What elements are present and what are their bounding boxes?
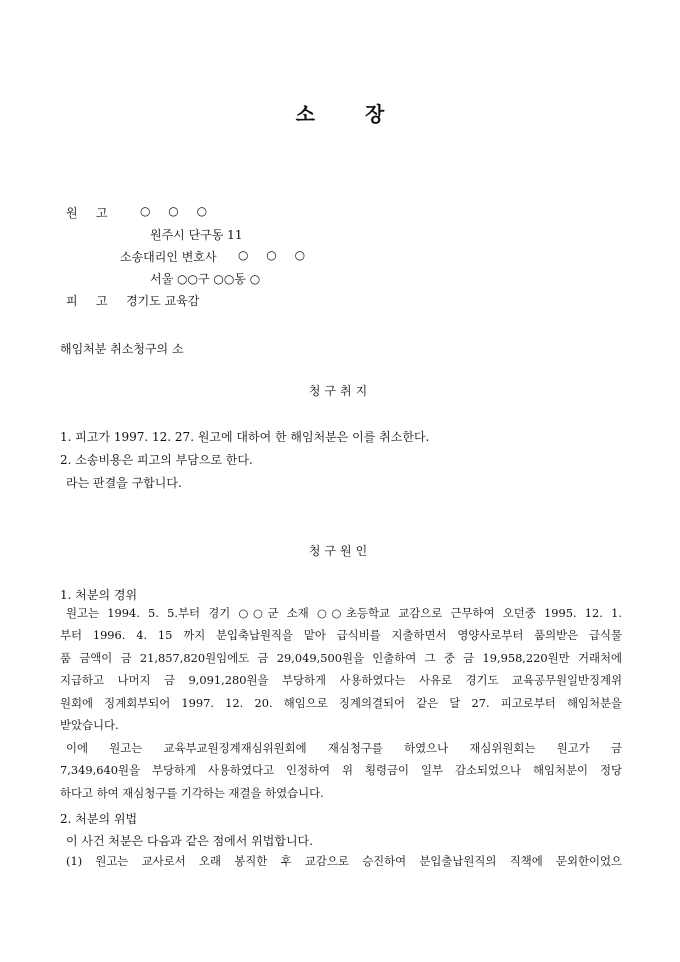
case-subject: 해임처분 취소청구의 소: [60, 342, 184, 356]
section-2-intro: 이 사건 처분은 다음과 같은 점에서 위법합니다.: [66, 834, 313, 848]
defendant-role-char-1: 피: [66, 294, 78, 308]
section-1-title: 1. 처분의 경위: [60, 588, 138, 602]
section-2-item-1: [60, 850, 622, 872]
plaintiff-name: ○ ○ ○: [140, 204, 208, 218]
purpose-item-1: 1. 피고가 1997. 12. 27. 원고에 대하여 한 해임처분은 이를 취소한다.: [60, 430, 430, 444]
para-1-line-1: 원고는 1994. 5. 5.부터 경기 ○○군 소재 ○○초등학교 교감으로 근무하여 오던중 1995. 12. 1.: [66, 606, 622, 620]
defendant-role-char-2: 고: [96, 294, 108, 308]
plaintiff-role-char-1: 원: [66, 206, 78, 220]
title-char-1: 소: [295, 102, 315, 126]
document-title: [0, 98, 680, 127]
para-2-line-3: 하다고 하여 재심청구를 기각하는 재결을 하였습니다.: [60, 785, 324, 800]
item-1-line: (1) 원고는 교사로서 오래 봉직한 후 교감으로 승진하여 분입출납원직의 직책에 문외한이었으: [66, 854, 622, 868]
para-1-line-3: 품 금액이 금 21,857,820원임에도 금 29,049,500원을 인출하여 그 중 금 19,958,220원만 거래처에: [60, 650, 622, 665]
cause-paragraph-2: [60, 737, 622, 804]
title-char-2: 장: [365, 102, 385, 126]
para-1-line-6: 받았습니다.: [60, 718, 119, 733]
agent-label: 소송대리인 변호사: [120, 250, 217, 264]
agent-name: ○ ○ ○: [238, 248, 306, 262]
section-2-title: 2. 처분의 위법: [60, 812, 138, 826]
plaintiff-address: 원주시 단구동 11: [150, 228, 243, 242]
purpose-item-2: 2. 소송비용은 피고의 부담으로 한다.: [60, 453, 253, 467]
defendant-name: 경기도 교육감: [126, 294, 200, 308]
para-1-line-5: 원회에 징계회부되어 1997. 12. 20. 해임으로 징계의결되어 같은 달 27. 피고로부터 해임처분을: [60, 695, 622, 710]
para-2-line-2: 7,349,640원을 부당하게 사용하였다고 인정하여 위 횡령금이 일부 감소되었으나 해임처분이 정당: [60, 763, 622, 778]
plaintiff-role-char-2: 고: [96, 206, 108, 220]
purpose-heading: 청구취지: [308, 384, 372, 398]
para-1-line-2: 부터 1996. 4. 15 까지 분입축납원직을 맡아 급식비를 지출하면서 영양사로부터 품의받은 급식물: [60, 628, 622, 643]
cause-paragraph-1: [60, 602, 622, 736]
cause-heading: 청구원인: [308, 544, 372, 558]
para-1-line-4: 지급하고 나머지 금 9,091,280원을 부당하게 사용하였다는 사유로 경기도 교육공무원일반징계위: [60, 673, 622, 688]
purpose-closing: 라는 판결을 구합니다.: [66, 476, 182, 490]
para-2-line-1: 이에 원고는 교육부교원징계재심위원회에 재심청구를 하였으나 재심위원회는 원고가 금: [66, 741, 622, 755]
agent-address: 서울 ○○구 ○○동 ○: [150, 272, 261, 286]
